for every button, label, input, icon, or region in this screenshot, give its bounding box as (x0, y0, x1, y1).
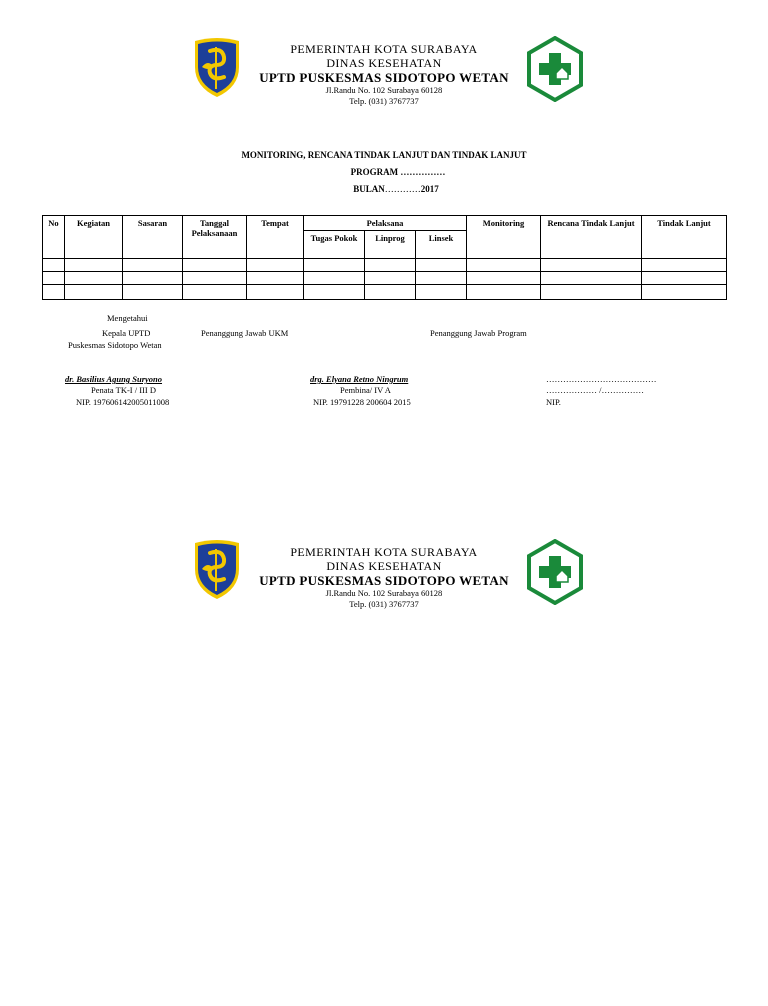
mid-role: Penanggung Jawab UKM (201, 328, 289, 338)
table-row (43, 259, 727, 272)
puskesmas-logo (526, 36, 584, 102)
col-no: No (43, 216, 65, 259)
col-linsek: Linsek (416, 231, 467, 259)
bulan-label: BULAN (353, 184, 385, 194)
bulan-line (12, 184, 768, 194)
left-signatory-nip: NIP. 197606142005011008 (76, 397, 170, 407)
letterhead-line2: DINAS KESEHATAN (326, 56, 442, 70)
document-title: MONITORING, RENCANA TINDAK LANJUT DAN TINDAK LANJUT (241, 150, 527, 160)
right-role: Penanggung Jawab Program (430, 328, 527, 338)
col-linprog: Linprog (365, 231, 416, 259)
left-role-1: Kepala UPTD (102, 328, 151, 338)
letterhead-line3: UPTD PUSKESMAS SIDOTOPO WETAN (259, 573, 509, 588)
letterhead-line3: UPTD PUSKESMAS SIDOTOPO WETAN (259, 70, 509, 85)
bulan-year: 2017 (420, 184, 439, 194)
col-monitoring: Monitoring (467, 216, 541, 259)
letterhead-address: Jl.Randu No. 102 Surabaya 60128 (325, 588, 443, 598)
table-row (43, 285, 727, 300)
mid-signatory-nip: NIP. 19791228 200604 2015 (313, 397, 411, 407)
surabaya-shield-logo (192, 37, 242, 99)
letterhead-line1: PEMERINTAH KOTA SURABAYA (290, 545, 478, 559)
col-tugas-pokok: Tugas Pokok (304, 231, 365, 259)
table-row (43, 272, 727, 285)
mid-signatory-rank: Pembina/ IV A (340, 385, 391, 395)
col-tindak-lanjut: Tindak Lanjut (642, 216, 727, 259)
col-tanggal: Tanggal Pelaksanaan (183, 216, 247, 259)
right-signatory-nip: NIP. (546, 397, 561, 407)
left-signatory-rank: Penata TK-I / III D (91, 385, 156, 395)
puskesmas-logo (526, 539, 584, 605)
col-tempat: Tempat (247, 216, 304, 259)
col-kegiatan: Kegiatan (65, 216, 123, 259)
col-rencana: Rencana Tindak Lanjut (541, 216, 642, 259)
surabaya-shield-logo (192, 539, 242, 601)
letterhead-line1: PEMERINTAH KOTA SURABAYA (290, 42, 478, 56)
program-line: PROGRAM …………… (350, 167, 446, 177)
table-header-row (43, 216, 727, 231)
left-role-2: Puskesmas Sidotopo Wetan (68, 340, 162, 350)
monitoring-table (42, 215, 727, 300)
mengetahui-label: Mengetahui (107, 313, 148, 323)
right-signatory-name: ………………………………… (546, 374, 657, 384)
mid-signatory-name: drg. Elyana Retno Ningrum (310, 374, 409, 384)
col-pelaksana: Pelaksana (304, 216, 467, 231)
left-signatory-name: dr. Basilius Agung Suryono (65, 374, 163, 384)
col-sasaran: Sasaran (123, 216, 183, 259)
right-signatory-rank: ……………… /…………… (546, 385, 644, 395)
letterhead-address: Jl.Randu No. 102 Surabaya 60128 (325, 85, 443, 95)
letterhead-line2: DINAS KESEHATAN (326, 559, 442, 573)
bulan-dots: ………… (384, 184, 421, 194)
letterhead-phone: Telp. (031) 3767737 (349, 96, 419, 106)
letterhead-phone: Telp. (031) 3767737 (349, 599, 419, 609)
